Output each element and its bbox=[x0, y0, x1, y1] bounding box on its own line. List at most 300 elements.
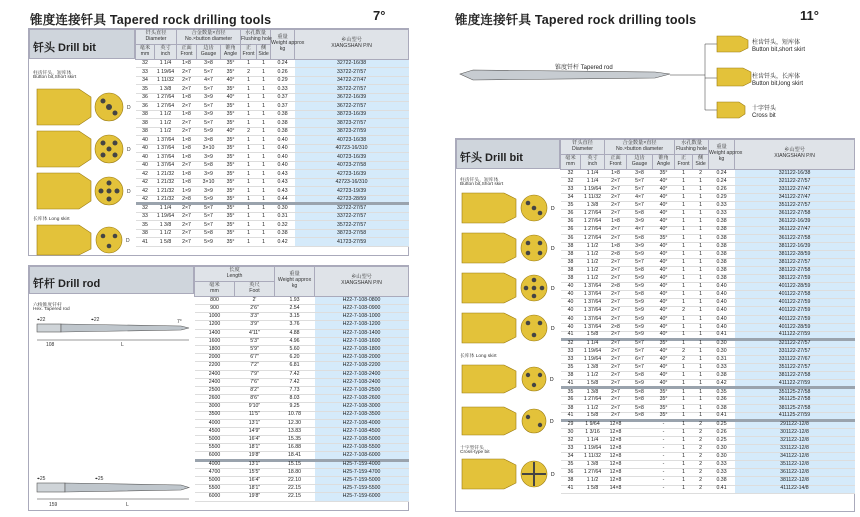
part-number-cell: 321122-27/57 bbox=[735, 177, 855, 185]
table-row bbox=[561, 364, 855, 372]
table-row bbox=[195, 329, 409, 337]
part-number-cell: H25-7-159-6000 bbox=[315, 493, 409, 501]
part-number-cell: 42723-19/39 bbox=[295, 187, 409, 196]
svg-text:159: 159 bbox=[49, 502, 58, 508]
table-cell: - bbox=[653, 436, 675, 444]
table-cell: 34 bbox=[136, 76, 155, 85]
table-cell: 0.40 bbox=[709, 299, 735, 307]
table-cell: 5×9 bbox=[627, 283, 653, 291]
part-number-cell: H22-7-108-0900 bbox=[315, 305, 409, 313]
table-cell: 2 bbox=[675, 307, 693, 315]
table-cell: 2×7 bbox=[605, 210, 627, 218]
table-cell: 18'1" bbox=[235, 444, 275, 452]
table-cell: 4'11" bbox=[235, 329, 275, 337]
table-cell: 32 bbox=[561, 169, 581, 177]
part-number-cell: 331122-27/67 bbox=[735, 356, 855, 364]
table-cell: 1 bbox=[241, 119, 257, 128]
table-cell: 36 bbox=[561, 469, 581, 477]
part-number-cell: H22-7-108-1000 bbox=[315, 313, 409, 321]
part-number-cell: H25-7-159-4700 bbox=[315, 468, 409, 476]
table-cell: 33 bbox=[561, 356, 581, 364]
table-cell: 1 bbox=[675, 388, 693, 396]
table-cell: 1 bbox=[675, 461, 693, 469]
svg-text:⌖25: ⌖25 bbox=[37, 476, 46, 482]
table-cell: 1 bbox=[693, 307, 709, 315]
table-cell: 2×7 bbox=[605, 186, 627, 194]
table-cell: 32 bbox=[136, 59, 155, 68]
table-cell: 40° bbox=[221, 76, 241, 85]
table-row bbox=[136, 136, 409, 145]
table-row bbox=[561, 210, 855, 218]
table-cell: 5×7 bbox=[197, 102, 221, 111]
table-cell: 1 37/64 bbox=[155, 144, 177, 153]
table-cell: 8'2" bbox=[235, 386, 275, 394]
svg-text:7°: 7° bbox=[177, 319, 182, 325]
table-cell: 1 bbox=[257, 221, 271, 230]
table-cell: 2×7 bbox=[605, 412, 627, 420]
table-cell: 41 bbox=[561, 412, 581, 420]
table-cell: 1 bbox=[675, 242, 693, 250]
table-cell: 1 bbox=[675, 250, 693, 258]
table-cell: 0.33 bbox=[709, 469, 735, 477]
table-cell: 1 1/2 bbox=[155, 119, 177, 128]
part-number-cell: 321122-27/57 bbox=[735, 339, 855, 347]
table-row bbox=[561, 477, 855, 485]
part-number-cell: 33722-27/57 bbox=[295, 68, 409, 77]
table-cell: 13'1" bbox=[235, 460, 275, 468]
part-number-cell: 291122-12/8 bbox=[735, 420, 855, 428]
table-cell: 40° bbox=[653, 242, 675, 250]
table-cell: 1 1/2 bbox=[581, 477, 605, 485]
table-cell: 1 bbox=[675, 169, 693, 177]
table-row bbox=[561, 485, 855, 493]
table-cell: 35° bbox=[653, 404, 675, 412]
table-cell: 5×8 bbox=[627, 404, 653, 412]
table-cell: 35° bbox=[221, 102, 241, 111]
table-cell: 0.40 bbox=[709, 323, 735, 331]
part-number-cell: 32722-27/57 bbox=[295, 204, 409, 213]
table-row bbox=[195, 337, 409, 345]
table-cell: 2×7 bbox=[605, 234, 627, 242]
table-cell: 1 21/32 bbox=[155, 195, 177, 204]
table-cell: 38 bbox=[561, 404, 581, 412]
table-cell: 5×9 bbox=[627, 380, 653, 388]
table-cell: 1 bbox=[693, 347, 709, 355]
table-cell: 3×10 bbox=[197, 178, 221, 187]
table-cell: 3×8 bbox=[197, 59, 221, 68]
table-cell: 1 bbox=[257, 161, 271, 170]
table-row bbox=[136, 119, 409, 128]
table-cell: - bbox=[653, 469, 675, 477]
part-number-cell: H22-7-108-1600 bbox=[315, 337, 409, 345]
table-cell: 2×7 bbox=[605, 315, 627, 323]
table-row bbox=[561, 388, 855, 396]
table-cell: 38 bbox=[561, 275, 581, 283]
table-cell: 0.38 bbox=[709, 226, 735, 234]
part-number-cell: H25-7-159-5500 bbox=[315, 485, 409, 493]
table-cell: 0.40 bbox=[709, 291, 735, 299]
part-number-cell: 36722-16/39 bbox=[295, 93, 409, 102]
table-cell: 1 bbox=[675, 469, 693, 477]
left-bit-table: 钎头直径 Diameter 合金数量×直径 No.×button diameter 水孔数量 Flushing hole 重量 Weight approx kg 乡山型号 XIANGSHAN P/N 毫米 mm 英寸 inch 正面 Front 边齿 Gauge 锥角 Angle 正 Front 侧 Side 32 1 1/4 1×8 3×8 35° 1 1 0.24 32722-16/38 33 1 19/64 2×7 5×7 35° 2 1 0.26 33722-27/57 34 1 11/32 2×7 4×7 40° 1 1 0.29 34722-27/47 35 1 3/8 2×7 5×7 35° 1 1 0.33 35722-27/57 36 1 27/64 1×8 3×9 40° 1 1 0.37 36722-16/39 36 1 27/64 2×7 5×7 35° 1 1 0.37 36722-27/57 38 1 1/2 1×8 3×9 35° 1 1 0.38 38723-16/39 38 1 1/2 2×7 5×7 35° 1 1 0.38 38723-27/57 38 1 1/2 2×7 5×9 40° 2 1 0.38 38723-27/59 40 1 37/64 1×8 3×8 35° 1 1 0.40 40723-16/38 40 1 37/64 1×8 3×10 35° 1 1 0.40 40723-16/310 40 1 37/64 1×8 3×9 35° 1 1 0.40 40723-16/39 40 1 37/64 2×7 5×8 35° 1 1 0.40 40723-27/58 42 1 21/32 1×8 3×9 35° 1 1 0.43 42723-16/39 42 1 21/32 1×8 3×10 35° 1 1 0.43 42723-16/310 42 1 21/32 1×9 3×9 35° 1 1 0.43 42723-19/39 42 1 21/32 2×8 5×9 35° 1 1 0.44 42723-28/59 32 1 1/4 2×7 5×7 35° 1 1 0.30 32722-27/57 33 1 19/64 2×7 5×7 35° 1 1 0.31 33722-27/57 35 1 3/8 2×7 5×7 35° 1 1 0.32 35722-27/57 38 1 1/2 2×7 5×8 35° 1 1 0.38 38723-27/58 41 1 5/8 2×7 5×9 35° 1 1 0.42 41723-27/59 bbox=[135, 29, 409, 247]
table-row bbox=[136, 212, 409, 221]
table-cell: 35° bbox=[221, 187, 241, 196]
table-cell: 0.36 bbox=[709, 396, 735, 404]
table-cell: 2×7 bbox=[177, 102, 197, 111]
table-cell: 2×8 bbox=[605, 323, 627, 331]
part-number-cell: 381122-27/57 bbox=[735, 258, 855, 266]
right-bit-images bbox=[458, 189, 560, 509]
part-number-cell: 351122-12/8 bbox=[735, 461, 855, 469]
table-cell: 1 bbox=[693, 388, 709, 396]
table-cell: 5×8 bbox=[197, 229, 221, 238]
table-cell: 3×9 bbox=[197, 110, 221, 119]
table-cell: 5×7 bbox=[197, 212, 221, 221]
table-cell: 1 27/64 bbox=[581, 210, 605, 218]
part-number-cell: 341122-27/47 bbox=[735, 194, 855, 202]
table-cell: 1 1/2 bbox=[581, 372, 605, 380]
table-cell: - bbox=[653, 445, 675, 453]
left-page-title: 锥度连接钎具 Tapered rock drilling tools bbox=[30, 13, 272, 27]
table-cell: 41 bbox=[561, 331, 581, 339]
table-cell: 1 37/64 bbox=[155, 161, 177, 170]
table-cell: 9'10" bbox=[235, 403, 275, 411]
table-cell: 4×7 bbox=[197, 76, 221, 85]
svg-text:D: D bbox=[127, 189, 131, 195]
table-cell: 1 19/64 bbox=[581, 186, 605, 194]
table-cell: 42 bbox=[136, 178, 155, 187]
table-cell: 1 37/64 bbox=[581, 299, 605, 307]
table-cell: 35 bbox=[136, 85, 155, 94]
table-cell: 7.42 bbox=[275, 370, 315, 378]
table-cell: 38 bbox=[561, 250, 581, 258]
part-number-cell: 401122-27/59 bbox=[735, 315, 855, 323]
table-cell: 0.41 bbox=[709, 331, 735, 339]
table-cell: 1 bbox=[693, 177, 709, 185]
part-number-cell: 401122-27/59 bbox=[735, 307, 855, 315]
svg-text:D: D bbox=[551, 206, 555, 212]
table-cell: 1 bbox=[693, 315, 709, 323]
table-cell: 1 1/2 bbox=[581, 258, 605, 266]
table-row bbox=[136, 68, 409, 77]
table-cell: 35° bbox=[653, 339, 675, 347]
table-cell: 40° bbox=[653, 299, 675, 307]
table-cell: 1 bbox=[675, 267, 693, 275]
table-cell: 5×7 bbox=[197, 221, 221, 230]
table-cell: 1 5/8 bbox=[581, 331, 605, 339]
part-number-cell: 411122-27/59 bbox=[735, 380, 855, 388]
part-number-cell: 381122-12/8 bbox=[735, 477, 855, 485]
table-cell: 2 bbox=[241, 68, 257, 77]
table-row bbox=[195, 313, 409, 321]
table-cell: 1 1/4 bbox=[581, 169, 605, 177]
table-cell: 36 bbox=[561, 234, 581, 242]
table-row bbox=[136, 161, 409, 170]
table-cell: 1 27/64 bbox=[581, 234, 605, 242]
table-cell: 35 bbox=[561, 364, 581, 372]
right-rod-label: 锥度钎杆 Tapered rod bbox=[555, 65, 613, 71]
table-cell: 12×8 bbox=[605, 461, 627, 469]
table-row bbox=[561, 202, 855, 210]
table-cell: 22.15 bbox=[275, 493, 315, 501]
bit-image-1 bbox=[37, 89, 131, 125]
table-cell: 5×9 bbox=[627, 323, 653, 331]
table-row bbox=[136, 221, 409, 230]
table-cell: 1 bbox=[675, 283, 693, 291]
table-cell: 0.40 bbox=[271, 136, 295, 145]
table-cell: 2'6" bbox=[235, 305, 275, 313]
table-cell: 3×9 bbox=[197, 153, 221, 162]
table-cell: 1 37/64 bbox=[581, 291, 605, 299]
table-row bbox=[195, 395, 409, 403]
table-cell: 1 bbox=[257, 195, 271, 204]
table-cell: 2×7 bbox=[605, 339, 627, 347]
table-cell: 35° bbox=[221, 119, 241, 128]
table-cell: 7.42 bbox=[275, 378, 315, 386]
table-cell: 1 bbox=[241, 178, 257, 187]
rod-label-cn: 六棱锥度钎杆 bbox=[33, 303, 62, 308]
table-cell: 2200 bbox=[195, 362, 235, 370]
table-cell: 19'8" bbox=[235, 452, 275, 460]
part-number-cell: 381122-28/59 bbox=[735, 250, 855, 258]
table-cell: 3×9 bbox=[197, 187, 221, 196]
table-cell: - bbox=[653, 453, 675, 461]
table-cell: 2×7 bbox=[177, 127, 197, 136]
table-cell: 0.33 bbox=[709, 210, 735, 218]
part-number-cell: 361122-27/47 bbox=[735, 226, 855, 234]
table-row bbox=[195, 485, 409, 493]
table-cell: 7'2" bbox=[235, 362, 275, 370]
part-number-cell: 361125-27/58 bbox=[735, 396, 855, 404]
table-cell: 35° bbox=[653, 388, 675, 396]
table-cell: 1 27/64 bbox=[155, 93, 177, 102]
table-row bbox=[561, 177, 855, 185]
part-number-cell: 361122-12/8 bbox=[735, 469, 855, 477]
right-bit-panel bbox=[455, 138, 855, 512]
table-cell: 5×8 bbox=[627, 388, 653, 396]
table-cell: 40° bbox=[653, 283, 675, 291]
table-cell: 1 1/2 bbox=[581, 242, 605, 250]
table-cell: 1 5/8 bbox=[581, 412, 605, 420]
table-cell: 1 bbox=[675, 436, 693, 444]
table-cell: 40° bbox=[653, 380, 675, 388]
table-cell: 13.83 bbox=[275, 427, 315, 435]
table-row bbox=[561, 169, 855, 177]
table-cell: 5×8 bbox=[627, 291, 653, 299]
table-cell: 2.54 bbox=[275, 305, 315, 313]
part-number-cell: 401122-28/59 bbox=[735, 323, 855, 331]
table-cell: 900 bbox=[195, 305, 235, 313]
part-number-cell: H22-7-108-3500 bbox=[315, 411, 409, 419]
table-row bbox=[561, 436, 855, 444]
table-cell: 2×8 bbox=[177, 195, 197, 204]
table-cell: 1 bbox=[693, 412, 709, 420]
table-cell: 40° bbox=[653, 356, 675, 364]
table-cell: 2 bbox=[675, 356, 693, 364]
table-cell: 40° bbox=[653, 210, 675, 218]
table-cell: 40° bbox=[221, 127, 241, 136]
table-cell: 1 bbox=[257, 229, 271, 238]
table-cell: 0.38 bbox=[709, 372, 735, 380]
table-cell: 2×7 bbox=[605, 396, 627, 404]
table-cell: 4.96 bbox=[275, 337, 315, 345]
table-cell: 2500 bbox=[195, 386, 235, 394]
table-cell: 5×9 bbox=[627, 315, 653, 323]
table-cell: 35 bbox=[561, 388, 581, 396]
table-cell: 6'7" bbox=[235, 354, 275, 362]
table-cell: 0.38 bbox=[709, 242, 735, 250]
table-cell: 1 bbox=[693, 356, 709, 364]
table-row bbox=[195, 493, 409, 501]
part-number-cell: H22-7-108-4000 bbox=[315, 419, 409, 427]
table-cell: 0.30 bbox=[709, 453, 735, 461]
table-cell: 1×8 bbox=[177, 136, 197, 145]
legend-bit-1 bbox=[717, 36, 748, 52]
part-number-cell: 321122-16/38 bbox=[735, 169, 855, 177]
table-row bbox=[136, 195, 409, 204]
table-cell: 40 bbox=[561, 291, 581, 299]
table-cell: 1 bbox=[241, 229, 257, 238]
table-cell: 1 bbox=[241, 187, 257, 196]
table-cell bbox=[627, 436, 653, 444]
svg-text:D: D bbox=[551, 286, 555, 292]
table-cell: 3'3" bbox=[235, 313, 275, 321]
table-cell: 40° bbox=[653, 331, 675, 339]
table-cell: 2×7 bbox=[605, 299, 627, 307]
table-cell: 5×7 bbox=[627, 347, 653, 355]
table-cell: 0.30 bbox=[709, 339, 735, 347]
table-cell: 38 bbox=[561, 242, 581, 250]
table-cell: 5×9 bbox=[197, 238, 221, 247]
table-cell: 7'9" bbox=[235, 370, 275, 378]
table-cell: 1 bbox=[257, 136, 271, 145]
table-cell: 2×7 bbox=[605, 388, 627, 396]
table-row bbox=[561, 194, 855, 202]
table-cell: 8.03 bbox=[275, 395, 315, 403]
table-row bbox=[561, 258, 855, 266]
table-cell: 1 bbox=[693, 323, 709, 331]
part-number-cell: 42723-28/59 bbox=[295, 195, 409, 204]
table-cell: 35° bbox=[221, 195, 241, 204]
table-cell: 1×8 bbox=[177, 178, 197, 187]
table-cell: 38 bbox=[136, 127, 155, 136]
table-cell: 1400 bbox=[195, 329, 235, 337]
table-cell: 12×8 bbox=[605, 420, 627, 428]
table-cell: 18.41 bbox=[275, 452, 315, 460]
legend-bit-3 bbox=[717, 102, 745, 118]
table-cell: 40° bbox=[653, 372, 675, 380]
label-short-cn: 柱齿钎头，短库体 bbox=[33, 71, 72, 76]
table-cell: 40 bbox=[561, 307, 581, 315]
table-cell: 0.42 bbox=[271, 238, 295, 247]
table-row bbox=[136, 76, 409, 85]
table-row bbox=[561, 250, 855, 258]
part-number-cell: 331122-27/57 bbox=[735, 347, 855, 355]
table-row bbox=[561, 186, 855, 194]
table-cell: - bbox=[653, 485, 675, 493]
table-cell: 1 bbox=[675, 186, 693, 194]
table-cell: 1 bbox=[675, 364, 693, 372]
table-cell: 7'6" bbox=[235, 378, 275, 386]
table-cell: 40° bbox=[653, 323, 675, 331]
table-cell: 5×8 bbox=[627, 267, 653, 275]
table-cell: 12×8 bbox=[605, 453, 627, 461]
table-cell: 36 bbox=[561, 396, 581, 404]
part-number-cell: 381125-27/58 bbox=[735, 404, 855, 412]
table-cell: 2×7 bbox=[177, 119, 197, 128]
table-cell: - bbox=[653, 428, 675, 436]
table-row bbox=[195, 460, 409, 468]
table-cell: 29 bbox=[561, 420, 581, 428]
table-cell: 1 19/64 bbox=[581, 356, 605, 364]
table-cell: 40 bbox=[561, 283, 581, 291]
table-cell: 1 bbox=[241, 144, 257, 153]
left-bit-panel bbox=[28, 28, 409, 256]
table-cell: 3×8 bbox=[197, 136, 221, 145]
table-cell: 1×8 bbox=[605, 242, 627, 250]
part-number-cell: 40723-16/39 bbox=[295, 153, 409, 162]
part-number-cell: H22-7-108-2400 bbox=[315, 370, 409, 378]
table-cell: 33 bbox=[136, 68, 155, 77]
table-cell: 32 bbox=[136, 204, 155, 213]
table-row bbox=[195, 346, 409, 354]
table-cell: 40° bbox=[221, 93, 241, 102]
table-cell: 10.78 bbox=[275, 411, 315, 419]
table-row bbox=[195, 386, 409, 394]
table-cell: 0.30 bbox=[271, 204, 295, 213]
table-row bbox=[136, 229, 409, 238]
table-cell: 1 19/64 bbox=[581, 445, 605, 453]
table-cell: 2000 bbox=[195, 354, 235, 362]
table-cell: 33 bbox=[561, 347, 581, 355]
table-row bbox=[561, 339, 855, 347]
table-cell: 1×8 bbox=[177, 59, 197, 68]
table-cell: 1 bbox=[693, 186, 709, 194]
table-cell: 1 bbox=[693, 299, 709, 307]
legend-3: 十字钎头 Cross bit bbox=[752, 106, 777, 120]
table-row bbox=[136, 144, 409, 153]
r-label-long: 长库体 Long skirt bbox=[460, 354, 497, 359]
table-cell: 2×7 bbox=[605, 258, 627, 266]
table-row bbox=[195, 296, 409, 304]
table-cell: 35° bbox=[221, 59, 241, 68]
table-cell: 0.38 bbox=[271, 229, 295, 238]
table-cell: 35° bbox=[653, 169, 675, 177]
table-cell: 2 bbox=[693, 420, 709, 428]
table-cell: 1 bbox=[675, 315, 693, 323]
table-cell: 42 bbox=[136, 195, 155, 204]
table-cell: 1 5/8 bbox=[581, 485, 605, 493]
table-cell: 5×7 bbox=[197, 119, 221, 128]
table-cell: 40 bbox=[561, 299, 581, 307]
table-cell bbox=[627, 445, 653, 453]
table-cell: 2×7 bbox=[605, 202, 627, 210]
right-bit-table: 钎头直径 Diameter 合金数量×直径 No.×button diameter 水孔数量 Flushing hole 重量 Weight approx kg 乡山型号 XIANGSHAN P/N 毫米 mm 英寸 inch 正面 Front 边齿 Gauge 锥角 Angle 正 Front 侧 Side 32 1 1/4 1×8 3×8 35° 1 2 0.24 321122-16/38 32 1 1/4 2×7 5×7 40° 1 1 0.24 321122-27/57 33 1 19/64 2×7 5×7 40° 1 1 0.26 331122-27/47 34 1 11/32 2×7 4×7 40° 1 1 0.29 341122-27/47 35 1 3/8 2×7 5×7 40° 1 1 0.33 351122-27/57 36 1 27/64 2×7 5×8 40° 1 1 0.33 361122-27/58 36 1 27/64 1×8 3×9 40° 1 1 0.38 361122-16/39 36 1 27/64 2×7 4×7 40° 1 1 0.38 361122-27/47 36 1 27/64 2×7 5×8 35° 1 1 0.38 361122-27/58 38 1 1/2 1×8 3×9 40° 1 1 0.38 381122-16/39 38 1 1/2 2×8 5×9 40° 1 1 0.38 381122-28/59 38 1 1/2 2×7 5×7 40° 1 1 0.38 381122-27/57 38 1 1/2 2×7 5×8 40° 1 1 0.38 381122-27/58 38 1 1/2 2×7 5×9 40° 1 1 0.38 381122-27/59 40 1 37/64 2×8 5×9 40° 1 1 0.40 401122-28/59 40 1 37/64 2×7 5×8 40° 1 1 0.40 401122-27/58 40 1 37/64 2×7 5×9 40° 1 1 0.40 401122-27/59 40 1 37/64 2×7 5×9 40° 2 1 0.40 401122-27/59 40 1 37/64 2×7 5×9 40° 1 1 0.40 401122-27/59 40 1 37/64 2×8 5×9 40° 1 1 0.40 401122-28/59 41 1 5/8 2×7 5×9 40° 1 1 0.41 411122-27/59 32 1 1/4 2×7 5×7 35° 1 1 0.30 321122-27/57 33 1 19/64 2×7 5×7 40° 2 1 0.30 331122-27/57 33 1 19/64 2×7 6×7 40° 2 1 0.31 331122-27/67 35 1 3/8 2×7 5×7 40° 1 1 0.33 351122-27/57 38 1 1/2 2×7 5×8 40° 1 1 0.38 381122-27/58 41 1 5/8 2×7 5×9 40° 1 1 0.42 411122-27/59 35 1 3/8 2×7 5×8 35° 1 1 0.35 351125-27/58 36 1 27/64 2×7 5×8 35° 1 1 0.36 361125-27/58 38 1 1/2 2×7 5×8 35° 1 1 0.38 381125-27/58 41 1 5/8 2×7 5×8 35° 1 1 0.41 411125-27/59 29 1 9/64 12×8 - 1 2 0.25 291122-12/8 30 1 3/16 12×8 - 1 2 0.26 301122-12/8 32 1 1/4 12×8 - 1 2 0.25 321122-12/8 33 1 19/64 12×8 - 1 2 0.30 331122-12/8 34 1 11/32 12×8 - 1 2 0.30 341122-12/8 35 1 3/8 12×8 - 1 2 0.33 351122-12/8 36 1 27/64 12×8 - 1 2 0.33 361122-12/8 38 1 1/2 12×8 - 1 2 0.38 381122-12/8 41 1 5/8 14×8 - 1 2 0.41 411122-14/8 bbox=[560, 139, 855, 494]
table-cell: 35° bbox=[221, 110, 241, 119]
table-cell: 1 bbox=[675, 323, 693, 331]
table-cell: 1 bbox=[675, 194, 693, 202]
table-cell: 5500 bbox=[195, 485, 235, 493]
table-cell: 5×7 bbox=[197, 204, 221, 213]
table-cell: 5×7 bbox=[627, 339, 653, 347]
table-cell: 2×7 bbox=[605, 226, 627, 234]
table-cell: 2×8 bbox=[605, 250, 627, 258]
table-cell: 1 bbox=[693, 291, 709, 299]
table-cell: 1 bbox=[241, 195, 257, 204]
table-cell: 1 bbox=[693, 275, 709, 283]
part-number-cell: 401122-27/58 bbox=[735, 291, 855, 299]
table-cell: 1 27/64 bbox=[581, 469, 605, 477]
